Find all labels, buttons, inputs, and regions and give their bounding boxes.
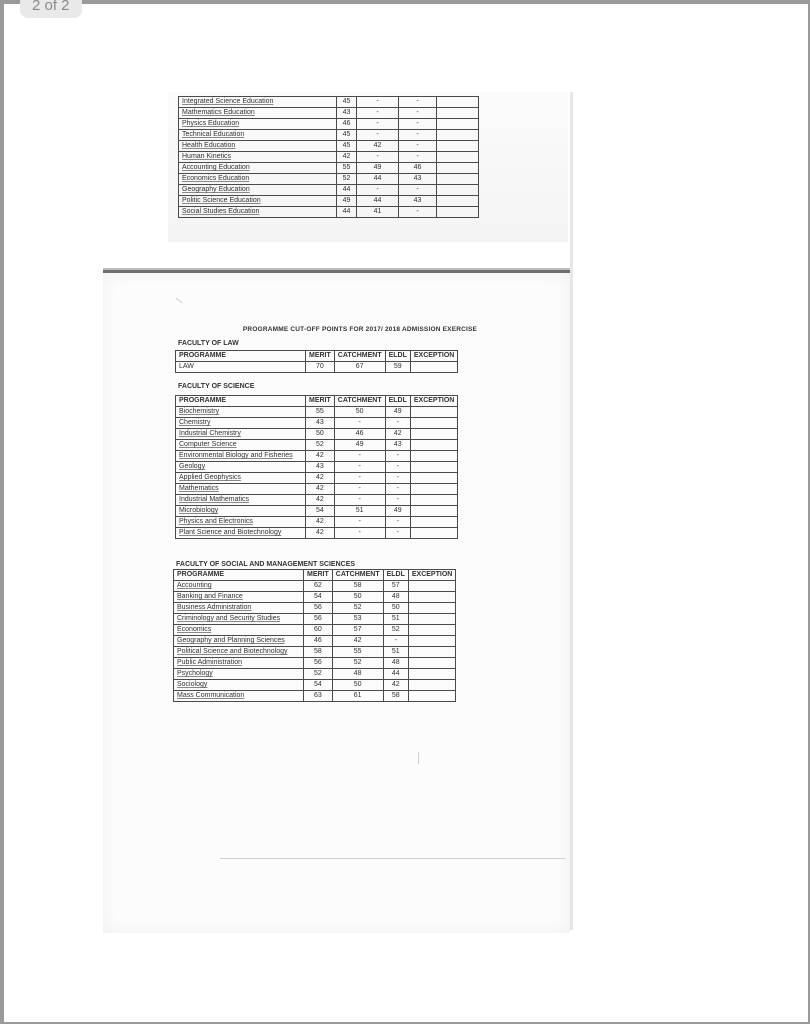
cell-merit: 60 <box>304 625 333 636</box>
cell-merit: 45 <box>337 141 357 152</box>
cell-merit: 56 <box>304 658 333 669</box>
table-row <box>179 196 479 207</box>
cell-programme: Human Kinetics <box>179 152 337 163</box>
cell-eldl: - <box>385 517 410 528</box>
cell-merit: 56 <box>304 603 333 614</box>
cell-exception <box>410 418 457 429</box>
cell-programme: Microbiology <box>176 506 306 517</box>
cell-programme: Biochemistry <box>176 407 306 418</box>
table-row <box>174 592 456 603</box>
cell-programme: Economics Education <box>179 174 337 185</box>
cell-catchment: 55 <box>332 647 383 658</box>
cell-catchment: 52 <box>332 603 383 614</box>
table-row <box>174 680 456 691</box>
cell-eldl: 51 <box>383 614 408 625</box>
cell-exception <box>410 440 457 451</box>
header-merit: MERIT <box>306 396 335 407</box>
cell-programme: Computer Science <box>176 440 306 451</box>
cell-exception <box>437 152 479 163</box>
cell-merit: 58 <box>304 647 333 658</box>
cell-catchment: 48 <box>332 669 383 680</box>
table-row <box>174 603 456 614</box>
cell-catchment: 61 <box>332 691 383 702</box>
table-row <box>174 691 456 702</box>
table-row <box>176 407 458 418</box>
cell-eldl: - <box>399 207 437 218</box>
cell-exception <box>410 506 457 517</box>
cell-eldl: - <box>385 495 410 506</box>
header-eldl: ELDL <box>385 396 410 407</box>
cell-programme: LAW <box>176 362 306 373</box>
header-programme: PROGRAMME <box>176 351 306 362</box>
cell-catchment: - <box>334 473 385 484</box>
cell-exception <box>410 484 457 495</box>
cell-exception <box>410 517 457 528</box>
faculty-science-body <box>176 407 458 539</box>
cell-exception <box>408 680 455 691</box>
cell-exception <box>410 495 457 506</box>
scan-footer-line <box>220 858 565 859</box>
cell-catchment: - <box>334 517 385 528</box>
faculty-science-table <box>175 395 458 539</box>
cell-merit: 43 <box>306 462 335 473</box>
header-exception: EXCEPTION <box>410 396 457 407</box>
cell-eldl: 46 <box>399 163 437 174</box>
header-exception: EXCEPTION <box>410 351 457 362</box>
cell-catchment: - <box>357 185 399 196</box>
cell-merit: 42 <box>306 484 335 495</box>
cell-programme: Technical Education <box>179 130 337 141</box>
table-row <box>179 97 479 108</box>
cell-exception <box>408 592 455 603</box>
cell-catchment: 44 <box>357 174 399 185</box>
cell-merit: 42 <box>337 152 357 163</box>
table-row <box>176 418 458 429</box>
cell-catchment: - <box>334 462 385 473</box>
cell-exception <box>410 473 457 484</box>
table-row <box>176 528 458 539</box>
table-row <box>179 207 479 218</box>
cell-eldl: 43 <box>399 174 437 185</box>
cell-exception <box>408 625 455 636</box>
cell-catchment: 44 <box>357 196 399 207</box>
top-table-body <box>179 97 479 218</box>
faculty-law-title: FACULTY OF LAW <box>178 340 239 347</box>
cell-eldl: 43 <box>385 440 410 451</box>
table-row <box>176 440 458 451</box>
cell-catchment: 50 <box>332 592 383 603</box>
cell-merit: 45 <box>337 97 357 108</box>
table-row <box>176 429 458 440</box>
cell-merit: 52 <box>337 174 357 185</box>
cell-eldl: 48 <box>383 658 408 669</box>
cell-programme: Accounting <box>174 581 304 592</box>
table-row <box>179 185 479 196</box>
cell-programme: Political Science and Biotechnology <box>174 647 304 658</box>
table-header-row <box>176 396 458 407</box>
cell-merit: 52 <box>304 669 333 680</box>
table-row <box>176 451 458 462</box>
cell-eldl: - <box>399 141 437 152</box>
cell-catchment: 50 <box>334 407 385 418</box>
cell-programme: Banking and Finance <box>174 592 304 603</box>
cell-exception <box>437 119 479 130</box>
scan-artifact <box>418 752 419 764</box>
cell-programme: Chemistry <box>176 418 306 429</box>
cell-programme: Geology <box>176 462 306 473</box>
cell-eldl: - <box>399 152 437 163</box>
cell-programme: Criminology and Security Studies <box>174 614 304 625</box>
cell-eldl: 49 <box>385 407 410 418</box>
cell-exception <box>437 196 479 207</box>
table-row <box>179 141 479 152</box>
header-exception: EXCEPTION <box>408 570 455 581</box>
scan-edge-strip <box>570 92 573 930</box>
header-programme: PROGRAMME <box>174 570 304 581</box>
table-row <box>176 517 458 528</box>
header-programme: PROGRAMME <box>176 396 306 407</box>
header-catchment: CATCHMENT <box>332 570 383 581</box>
cell-programme: Sociology <box>174 680 304 691</box>
cell-merit: 45 <box>337 130 357 141</box>
table-row <box>176 506 458 517</box>
table-row <box>176 495 458 506</box>
cell-eldl: - <box>385 451 410 462</box>
cell-eldl: - <box>399 97 437 108</box>
cell-catchment: - <box>334 418 385 429</box>
table-row <box>174 658 456 669</box>
cell-catchment: - <box>357 152 399 163</box>
table-row <box>176 462 458 473</box>
cell-exception <box>437 108 479 119</box>
cell-exception <box>437 163 479 174</box>
table-row <box>176 473 458 484</box>
cell-eldl: - <box>385 418 410 429</box>
cell-eldl: 50 <box>383 603 408 614</box>
table-row <box>176 362 458 373</box>
cell-exception <box>408 658 455 669</box>
cell-catchment: 53 <box>332 614 383 625</box>
cell-merit: 56 <box>304 614 333 625</box>
cell-programme: Applied Geophysics <box>176 473 306 484</box>
cell-merit: 42 <box>306 495 335 506</box>
cell-merit: 46 <box>337 119 357 130</box>
cell-eldl: 59 <box>385 362 410 373</box>
cell-programme: Accounting Education <box>179 163 337 174</box>
cell-programme: Industrial Chemistry <box>176 429 306 440</box>
cell-eldl: 51 <box>383 647 408 658</box>
cell-catchment: 41 <box>357 207 399 218</box>
header-merit: MERIT <box>306 351 335 362</box>
cell-catchment: 42 <box>357 141 399 152</box>
cell-catchment: - <box>334 495 385 506</box>
cell-merit: 46 <box>304 636 333 647</box>
cell-catchment: 49 <box>357 163 399 174</box>
cell-programme: Public Administration <box>174 658 304 669</box>
cell-programme: Mass Communication <box>174 691 304 702</box>
table-row <box>179 108 479 119</box>
cell-exception <box>437 130 479 141</box>
cell-catchment: - <box>357 119 399 130</box>
cell-exception <box>408 636 455 647</box>
cell-catchment: 42 <box>332 636 383 647</box>
cell-exception <box>437 97 479 108</box>
cell-exception <box>410 451 457 462</box>
cell-programme: Physics and Electronics <box>176 517 306 528</box>
cell-programme: Politic Science Education <box>179 196 337 207</box>
cell-programme: Environmental Biology and Fisheries <box>176 451 306 462</box>
page-counter: 2 of 2 <box>20 0 82 18</box>
table-row <box>179 152 479 163</box>
cell-merit: 42 <box>306 517 335 528</box>
cell-eldl: - <box>383 636 408 647</box>
cell-merit: 63 <box>304 691 333 702</box>
cell-eldl: - <box>385 528 410 539</box>
faculty-law-body <box>176 362 458 373</box>
cell-exception <box>410 362 457 373</box>
cell-eldl: 48 <box>383 592 408 603</box>
cell-eldl: 42 <box>385 429 410 440</box>
table-row <box>174 614 456 625</box>
cell-programme: Health Education <box>179 141 337 152</box>
cell-catchment: - <box>334 451 385 462</box>
cell-catchment: 52 <box>332 658 383 669</box>
cell-programme: Business Administration <box>174 603 304 614</box>
cell-merit: 55 <box>306 407 335 418</box>
cell-eldl: 44 <box>383 669 408 680</box>
faculty-social-body <box>174 581 456 702</box>
table-row <box>179 119 479 130</box>
cell-programme: Social Studies Education <box>179 207 337 218</box>
cell-exception <box>408 614 455 625</box>
header-catchment: CATCHMENT <box>334 396 385 407</box>
cell-programme: Economics <box>174 625 304 636</box>
cell-merit: 44 <box>337 185 357 196</box>
header-eldl: ELDL <box>385 351 410 362</box>
cell-catchment: 46 <box>334 429 385 440</box>
cell-exception <box>437 185 479 196</box>
cell-eldl: 57 <box>383 581 408 592</box>
cell-exception <box>410 528 457 539</box>
cell-exception <box>408 669 455 680</box>
cell-merit: 50 <box>306 429 335 440</box>
cell-merit: 54 <box>304 680 333 691</box>
cell-eldl: - <box>399 185 437 196</box>
table-row <box>179 130 479 141</box>
faculty-law-table <box>175 350 458 373</box>
cell-programme: Plant Science and Biotechnology <box>176 528 306 539</box>
cell-merit: 49 <box>337 196 357 207</box>
table-row <box>174 625 456 636</box>
cell-exception <box>410 407 457 418</box>
table-header-row <box>176 351 458 362</box>
cell-merit: 43 <box>306 418 335 429</box>
cell-exception <box>408 603 455 614</box>
header-eldl: ELDL <box>383 570 408 581</box>
cell-exception <box>437 141 479 152</box>
table-row <box>174 636 456 647</box>
cell-merit: 55 <box>337 163 357 174</box>
cell-catchment: - <box>357 130 399 141</box>
cell-eldl: - <box>399 119 437 130</box>
cell-eldl: 52 <box>383 625 408 636</box>
cell-catchment: 50 <box>332 680 383 691</box>
cell-programme: Integrated Science Education <box>179 97 337 108</box>
cell-exception <box>410 462 457 473</box>
cell-merit: 42 <box>306 473 335 484</box>
table-row <box>179 174 479 185</box>
cell-catchment: 67 <box>334 362 385 373</box>
cell-merit: 54 <box>304 592 333 603</box>
cell-exception <box>437 174 479 185</box>
table-row <box>174 647 456 658</box>
header-merit: MERIT <box>304 570 333 581</box>
cell-eldl: 42 <box>383 680 408 691</box>
cell-merit: 52 <box>306 440 335 451</box>
cell-eldl: - <box>399 108 437 119</box>
cell-merit: 42 <box>306 451 335 462</box>
cell-eldl: - <box>385 484 410 495</box>
cell-merit: 54 <box>306 506 335 517</box>
cell-catchment: 58 <box>332 581 383 592</box>
cell-exception <box>408 647 455 658</box>
cell-programme: Industrial Mathematics <box>176 495 306 506</box>
document-title: PROGRAMME CUT-OFF POINTS FOR 2017/ 2018 ADMISSION EXERCISE <box>242 326 478 333</box>
table-row <box>174 581 456 592</box>
cell-eldl: - <box>385 462 410 473</box>
cell-merit: 62 <box>304 581 333 592</box>
table-row <box>174 669 456 680</box>
table-row <box>176 484 458 495</box>
faculty-science-title: FACULTY OF SCIENCE <box>178 383 255 390</box>
cell-merit: 42 <box>306 528 335 539</box>
cell-eldl: - <box>399 130 437 141</box>
cell-programme: Mathematics Education <box>179 108 337 119</box>
cell-merit: 44 <box>337 207 357 218</box>
cell-eldl: 58 <box>383 691 408 702</box>
cell-programme: Geography and Planning Sciences <box>174 636 304 647</box>
cell-programme: Psychology <box>174 669 304 680</box>
cell-catchment: - <box>357 108 399 119</box>
cell-catchment: 57 <box>332 625 383 636</box>
top-table <box>178 96 479 218</box>
header-catchment: CATCHMENT <box>334 351 385 362</box>
cell-catchment: 51 <box>334 506 385 517</box>
cell-merit: 70 <box>306 362 335 373</box>
faculty-social-table <box>173 569 456 702</box>
cell-eldl: 49 <box>385 506 410 517</box>
cell-exception <box>408 581 455 592</box>
cell-exception <box>408 691 455 702</box>
cell-programme: Mathematics <box>176 484 306 495</box>
table-row <box>179 163 479 174</box>
cell-catchment: - <box>357 97 399 108</box>
cell-programme: Physics Education <box>179 119 337 130</box>
cell-exception <box>437 207 479 218</box>
faculty-social-title: FACULTY OF SOCIAL AND MANAGEMENT SCIENCES <box>176 561 356 568</box>
cell-merit: 43 <box>337 108 357 119</box>
cell-catchment: 49 <box>334 440 385 451</box>
table-header-row <box>174 570 456 581</box>
cell-catchment: - <box>334 484 385 495</box>
cell-eldl: 43 <box>399 196 437 207</box>
cell-catchment: - <box>334 528 385 539</box>
cell-eldl: - <box>385 473 410 484</box>
cell-programme: Geography Education <box>179 185 337 196</box>
cell-exception <box>410 429 457 440</box>
